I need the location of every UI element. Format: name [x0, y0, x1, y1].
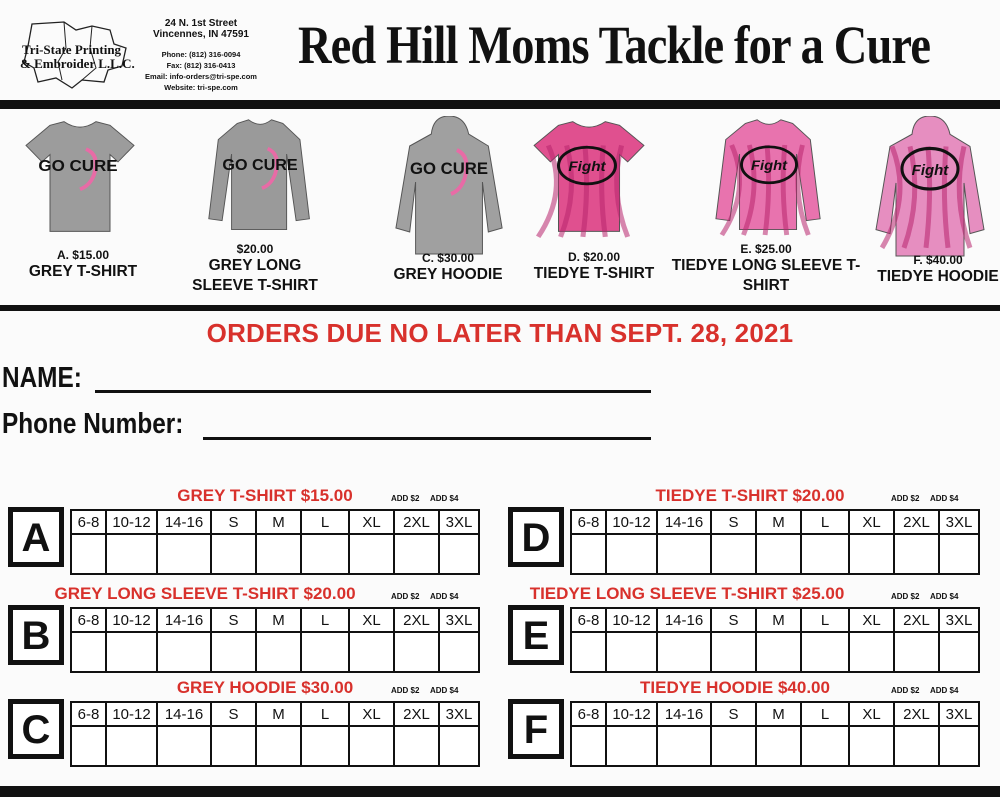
quantity-row [71, 726, 479, 766]
size-header-row [71, 608, 479, 632]
size-header: XL [849, 510, 894, 534]
address-line-2: Vincennes, IN 47591 [153, 29, 249, 40]
quantity-cell[interactable] [439, 534, 479, 574]
quantity-row [571, 726, 979, 766]
product-name: TIEDYE LONG SLEEVE T-SHIRT [671, 257, 861, 294]
product-label-5 [670, 242, 862, 296]
size-header: S [211, 510, 256, 534]
product-name: GREY HOODIE [393, 266, 503, 283]
quantity-cell[interactable] [211, 534, 256, 574]
quantity-cell[interactable] [211, 632, 256, 672]
size-header: 10-12 [106, 510, 157, 534]
product-letter-box [508, 699, 564, 759]
product-print-text: GO CURE [410, 158, 488, 179]
size-header: 14-16 [657, 510, 711, 534]
quantity-cell[interactable] [606, 726, 657, 766]
product-letter-box [8, 699, 64, 759]
quantity-cell[interactable] [157, 726, 211, 766]
size-quantity-grid [570, 607, 980, 673]
size-surcharge-label: ADD $4 [430, 686, 459, 695]
order-table-title: TIEDYE T-SHIRT $20.00 [655, 486, 845, 505]
quantity-cell[interactable] [849, 534, 894, 574]
size-header: 2XL [894, 510, 939, 534]
size-header: 3XL [439, 702, 479, 726]
quantity-cell[interactable] [711, 632, 756, 672]
quantity-cell[interactable] [301, 534, 349, 574]
size-surcharge-label: ADD $2 [391, 494, 420, 503]
product-image-6 [872, 116, 990, 258]
product-price: A. $15.00 [56, 248, 110, 262]
product-letter: A [21, 516, 51, 560]
size-header: L [301, 702, 349, 726]
size-header-row [71, 702, 479, 726]
size-quantity-grid [70, 607, 480, 673]
size-header: 6-8 [571, 510, 606, 534]
size-header: L [301, 608, 349, 632]
size-header: L [801, 702, 849, 726]
quantity-cell[interactable] [756, 632, 801, 672]
quantity-cell[interactable] [711, 726, 756, 766]
size-header: 2XL [394, 608, 439, 632]
quantity-cell[interactable] [211, 726, 256, 766]
product-letter-box [8, 507, 64, 567]
quantity-cell[interactable] [849, 632, 894, 672]
fax-line: Fax: (812) 316-0413 [166, 61, 236, 70]
size-header: 14-16 [657, 702, 711, 726]
size-header: 6-8 [571, 608, 606, 632]
product-letter: D [521, 516, 551, 560]
product-print-text: Fight [751, 157, 788, 174]
product-print-text: Fight [911, 161, 949, 179]
size-header: 14-16 [657, 608, 711, 632]
size-header: XL [349, 510, 394, 534]
logo-line-1: Tri-State Printing [22, 42, 122, 57]
quantity-cell[interactable] [657, 534, 711, 574]
quantity-cell[interactable] [939, 726, 979, 766]
order-table-title: GREY LONG SLEEVE T-SHIRT $20.00 [54, 584, 356, 603]
website-line: Website: tri-spe.com [164, 83, 238, 92]
product-print-text: GO CURE [38, 157, 118, 175]
size-header: M [256, 608, 301, 632]
size-header: S [711, 702, 756, 726]
orders-due-notice: ORDERS DUE NO LATER THAN SEPT. 28, 2021 [206, 318, 794, 348]
quantity-cell[interactable] [394, 726, 439, 766]
quantity-cell[interactable] [849, 726, 894, 766]
product-name: GREY LONG SLEEVE T-SHIRT [192, 257, 318, 294]
size-surcharge-label: ADD $2 [391, 686, 420, 695]
product-image-4 [528, 118, 648, 246]
size-header: M [756, 702, 801, 726]
quantity-cell[interactable] [801, 632, 849, 672]
size-header: S [211, 702, 256, 726]
product-label-3 [390, 251, 506, 285]
quantity-cell[interactable] [439, 632, 479, 672]
size-surcharge-label: ADD $4 [930, 686, 959, 695]
size-header: XL [849, 702, 894, 726]
product-label-2 [180, 242, 330, 296]
product-print-text: GO CURE [222, 157, 298, 175]
quantity-cell[interactable] [349, 632, 394, 672]
size-header: 6-8 [71, 510, 106, 534]
quantity-cell[interactable] [439, 726, 479, 766]
size-header: 3XL [439, 608, 479, 632]
size-header: 10-12 [606, 510, 657, 534]
quantity-cell[interactable] [301, 632, 349, 672]
order-table-title: GREY T-SHIRT $15.00 [177, 486, 353, 505]
quantity-cell[interactable] [157, 534, 211, 574]
size-header: 6-8 [571, 702, 606, 726]
size-header: 3XL [439, 510, 479, 534]
contact-info [134, 18, 268, 93]
size-quantity-grid [570, 701, 980, 767]
size-header: M [256, 510, 301, 534]
header-divider [0, 100, 1000, 109]
quantity-cell[interactable] [571, 726, 606, 766]
quantity-cell[interactable] [571, 632, 606, 672]
phone-number-field[interactable] [203, 437, 651, 440]
product-letter: B [21, 614, 51, 658]
order-table-title: TIEDYE LONG SLEEVE T-SHIRT $25.00 [529, 584, 845, 603]
email-line: Email: info-orders@tri-spe.com [145, 72, 257, 81]
size-header: M [756, 510, 801, 534]
size-header: 14-16 [157, 510, 211, 534]
size-header: 10-12 [106, 702, 157, 726]
size-surcharge-label: ADD $4 [430, 592, 459, 601]
size-header: 2XL [894, 608, 939, 632]
gallery-divider [0, 305, 1000, 311]
quantity-row [71, 632, 479, 672]
phone-label: Phone Number: [2, 408, 184, 440]
size-header: 6-8 [71, 608, 106, 632]
quantity-cell[interactable] [157, 632, 211, 672]
quantity-cell[interactable] [801, 534, 849, 574]
footer-bar [0, 786, 1000, 797]
quantity-cell[interactable] [571, 534, 606, 574]
quantity-cell[interactable] [349, 534, 394, 574]
phone-line: Phone: (812) 316-0094 [161, 50, 241, 59]
quantity-cell[interactable] [256, 726, 301, 766]
order-table-title: GREY HOODIE $30.00 [176, 678, 354, 697]
size-quantity-grid [70, 701, 480, 767]
product-image-2 [205, 118, 317, 244]
size-header: XL [349, 702, 394, 726]
quantity-cell[interactable] [256, 534, 301, 574]
size-surcharge-label: ADD $4 [930, 592, 959, 601]
size-header-row [571, 510, 979, 534]
size-header: 10-12 [606, 608, 657, 632]
size-header: 2XL [894, 702, 939, 726]
size-header-row [571, 702, 979, 726]
quantity-cell[interactable] [256, 632, 301, 672]
name-field[interactable] [95, 390, 651, 393]
product-price: C. $30.00 [421, 251, 475, 265]
size-header: 3XL [939, 510, 979, 534]
size-surcharge-label: ADD $4 [930, 494, 959, 503]
product-letter-box [8, 605, 64, 665]
size-quantity-grid [70, 509, 480, 575]
product-price: F. $40.00 [913, 253, 963, 267]
quantity-cell[interactable] [394, 632, 439, 672]
quantity-cell[interactable] [106, 534, 157, 574]
size-header: 14-16 [157, 608, 211, 632]
product-name: GREY T-SHIRT [28, 263, 138, 280]
product-name: TIEDYE HOODIE [877, 268, 999, 285]
size-header: 2XL [394, 510, 439, 534]
size-surcharge-label: ADD $4 [430, 494, 459, 503]
size-header: 3XL [939, 608, 979, 632]
quantity-cell[interactable] [301, 726, 349, 766]
company-logo [18, 18, 135, 90]
product-image-3 [392, 116, 508, 256]
size-header: S [711, 608, 756, 632]
quantity-cell[interactable] [756, 726, 801, 766]
size-header: L [801, 608, 849, 632]
quantity-cell[interactable] [894, 726, 939, 766]
product-letter-box [508, 605, 564, 665]
name-label: NAME: [2, 362, 82, 394]
quantity-row [571, 632, 979, 672]
product-price: $20.00 [236, 242, 274, 256]
size-header: 3XL [939, 702, 979, 726]
quantity-cell[interactable] [349, 726, 394, 766]
size-header: 14-16 [157, 702, 211, 726]
size-header: M [756, 608, 801, 632]
size-surcharge-label: ADD $2 [891, 592, 920, 601]
quantity-cell[interactable] [939, 632, 979, 672]
product-letter-box [508, 507, 564, 567]
size-surcharge-label: ADD $2 [391, 592, 420, 601]
address-line-1: 24 N. 1st Street [164, 18, 238, 29]
quantity-cell[interactable] [894, 632, 939, 672]
order-table-title: TIEDYE HOODIE $40.00 [640, 678, 830, 697]
quantity-cell[interactable] [106, 632, 157, 672]
size-header: 2XL [394, 702, 439, 726]
product-label-4 [525, 250, 663, 284]
product-letter: C [21, 708, 51, 752]
product-image-1 [20, 118, 138, 246]
size-header-row [571, 608, 979, 632]
product-letter: F [523, 708, 549, 752]
quantity-cell[interactable] [394, 534, 439, 574]
size-header: XL [349, 608, 394, 632]
quantity-cell[interactable] [606, 632, 657, 672]
quantity-cell[interactable] [711, 534, 756, 574]
logo-line-2: & Embroider L.L.C. [20, 56, 135, 71]
quantity-cell[interactable] [939, 534, 979, 574]
product-price: E. $25.00 [740, 242, 792, 256]
size-header: 10-12 [606, 702, 657, 726]
product-letter: E [522, 614, 550, 658]
quantity-cell[interactable] [801, 726, 849, 766]
size-surcharge-label: ADD $2 [891, 686, 920, 695]
quantity-row [571, 534, 979, 574]
size-header: 10-12 [106, 608, 157, 632]
quantity-cell[interactable] [657, 726, 711, 766]
size-header: 6-8 [71, 702, 106, 726]
product-image-5 [712, 118, 828, 244]
size-header: L [301, 510, 349, 534]
size-header: M [256, 702, 301, 726]
quantity-cell[interactable] [71, 726, 106, 766]
quantity-cell[interactable] [606, 534, 657, 574]
product-name: TIEDYE T-SHIRT [533, 265, 655, 282]
size-header: S [211, 608, 256, 632]
product-price: D. $20.00 [567, 250, 621, 264]
quantity-cell[interactable] [106, 726, 157, 766]
quantity-cell[interactable] [657, 632, 711, 672]
quantity-cell[interactable] [756, 534, 801, 574]
quantity-cell[interactable] [894, 534, 939, 574]
size-header: L [801, 510, 849, 534]
product-label-1 [18, 248, 148, 282]
quantity-cell[interactable] [71, 632, 106, 672]
product-print-text: Fight [568, 159, 606, 175]
size-header-row [71, 510, 479, 534]
product-label-6 [876, 253, 1000, 287]
quantity-cell[interactable] [71, 534, 106, 574]
page-title: Red Hill Moms Tackle for a Cure [298, 15, 931, 75]
size-quantity-grid [570, 509, 980, 575]
size-header: XL [849, 608, 894, 632]
size-surcharge-label: ADD $2 [891, 494, 920, 503]
size-header: S [711, 510, 756, 534]
quantity-row [71, 534, 479, 574]
